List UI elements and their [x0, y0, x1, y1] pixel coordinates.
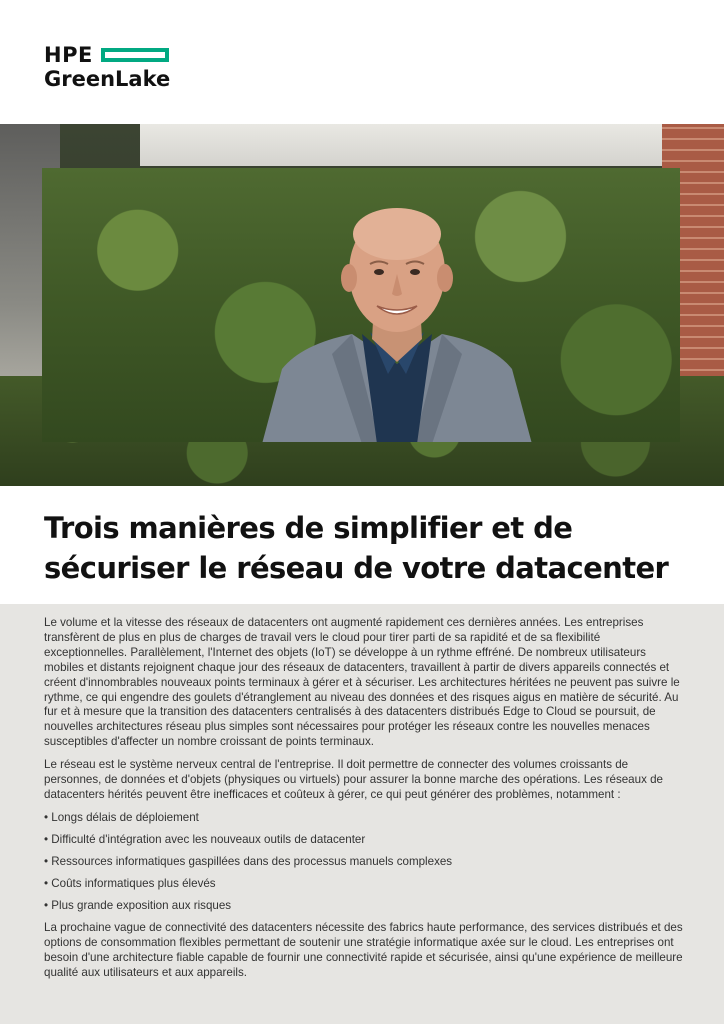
intro-paragraph: Le volume et la vitesse des réseaux de datacenters ont augmenté rapidement ces dernières années. Les entreprises transfèrent de plus en plus de charges de travail vers le cloud pour tirer parti de sa rapidité et de sa flexibilité exceptionnelles. Parallèlement, l'Internet des objets (IoT) se développe à un rythme effréné. De nombreux utilisateurs mobiles et distants rejoignent chaque jour des réseaux de datacenters, travaillent à partir de divers appareils connectés et créent d'innombrables nouveaux points terminaux à gérer et à sécuriser. Les architectures héritées ne peuvent pas suivre le rythme, ce qui engendre des goulets d'étranglement au niveau des données et des risques aigus en matière de sécurité. Au fur et à mesure que la transition des datacenters centralisés à des datacenters distribués Edge to Cloud se poursuit, de nouvelles architectures réseau plus simples sont nécessaires pour protéger les réseaux contre les nouvelles menaces susceptibles d'affecter un nombre croissant de points terminaux. [44, 616, 680, 749]
list-item: • Longs délais de déploiement [44, 811, 684, 826]
man-portrait-illustration [262, 194, 532, 442]
logo-greenlake-text: GreenLake [44, 67, 171, 91]
list-item: • Difficulté d'intégration avec les nouveaux outils de datacenter [44, 833, 684, 848]
page-title: Trois manières de simplifier et de sécuriser le réseau de votre datacenter [44, 511, 669, 585]
portrait-photo [42, 168, 680, 442]
list-item: • Ressources informatiques gaspillées dans des processus manuels complexes [44, 855, 684, 870]
closing-paragraph: La prochaine vague de connectivité des datacenters nécessite des fabrics haute performance, des services distribués et des options de consommation flexibles permettant de soutenir une stratégie informatique axée sur le cloud. Les entreprises ont besoin d'une architecture fiable capable de fournir une connectivité rapide et sécurisée, ainsi qu'une expérience de meilleure qualité aux utilisateurs et aux appareils. [44, 921, 683, 980]
body-content [44, 616, 684, 989]
logo-green-rectangle-icon [101, 48, 169, 62]
list-item: • Plus grande exposition aux risques [44, 899, 684, 914]
hpe-greenlake-logo [44, 44, 170, 92]
problems-list [44, 811, 684, 914]
network-paragraph: Le réseau est le système nerveux central de l'entreprise. Il doit permettre de connecter des volumes croissants de personnes, de données et d'objets (physiques ou virtuels) pour assurer la bonne marche des opérations. Les réseaux de datacenters hérités peuvent être inefficaces et coûteux à gérer, ce qui peut générer des problèmes, notamment : [44, 758, 663, 801]
photo-background-roof [140, 124, 724, 166]
logo-hpe-text: HPE [44, 43, 93, 67]
list-item: • Coûts informatiques plus élevés [44, 877, 684, 892]
hero-photo [0, 124, 724, 486]
